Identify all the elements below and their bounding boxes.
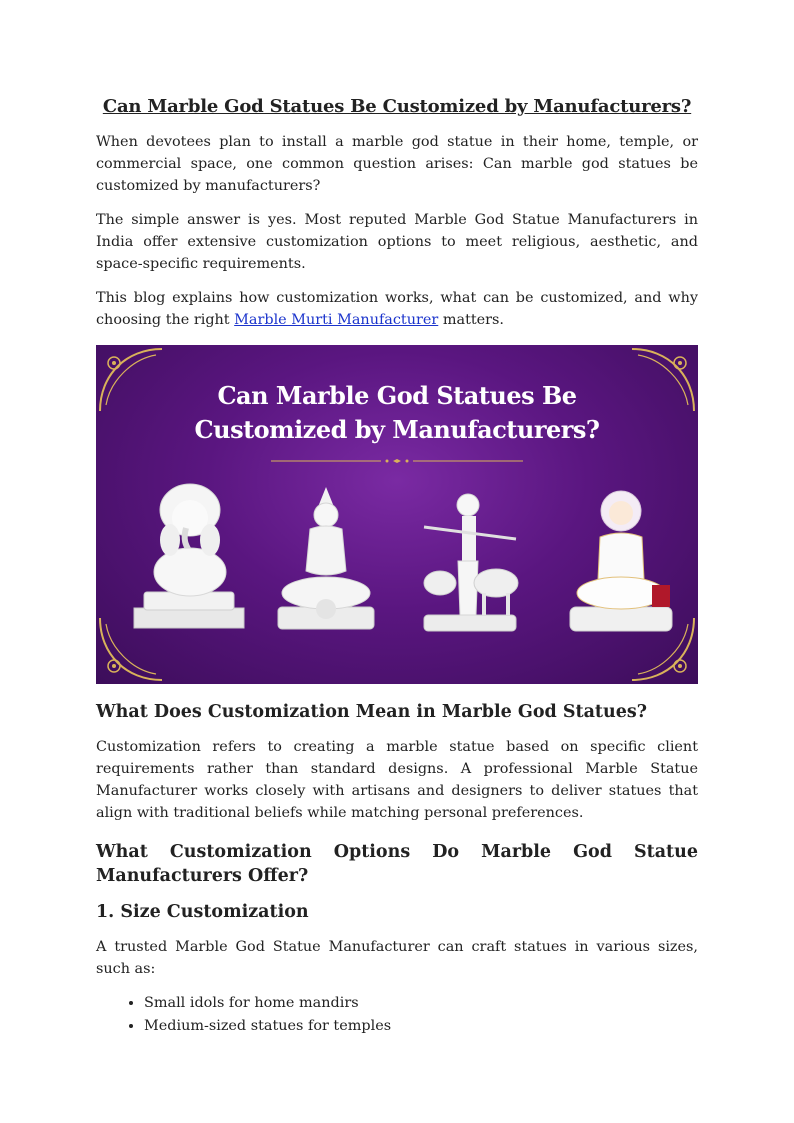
banner-title-line-1: Can Marble God Statues Be: [217, 381, 577, 410]
banner-divider-icon: [271, 459, 523, 463]
list-item: • Medium-sized statues for temples: [144, 1015, 698, 1038]
intro-paragraph-1: When devotees plan to install a marble god statue in their home, temple, or commercial space, one common question arises: Can marble god statues be customized by manufacturers?: [96, 134, 698, 194]
intro-paragraph-2: The simple answer is yes. Most reputed Marble God Statue Manufacturers in India offer extensive customization options to meet religious, aesthetic, and space-specific requirements.: [96, 212, 698, 272]
intro-paragraph-3: [96, 287, 698, 331]
hanuman-statue-icon: [566, 489, 676, 635]
document-page: [96, 96, 698, 1038]
section-heading-customization-meaning: What Does Customization Mean in Marble God Statues?: [96, 702, 647, 722]
section-paragraph-customization-meaning: Customization refers to creating a marble statue based on specific client requirements rather than standard designs. A professional Marble Statue Manufacturer works closely with artisans and designers to deliver statues that align with traditional beliefs while matching personal preferences.: [96, 739, 698, 821]
section-paragraph-size-customization: A trusted Marble God Statue Manufacturer can craft statues in various sizes, such as:: [96, 939, 698, 977]
ganesha-statue-icon: [130, 480, 248, 632]
banner-image: [96, 345, 698, 684]
krishna-statue-icon: [418, 483, 522, 635]
section-heading-size-customization: 1. Size Customization: [96, 902, 309, 922]
section-heading-customization-options: What Customization Options Do Marble God Statue Manufacturers Offer?: [96, 842, 698, 886]
intro-text-after-link: matters.: [438, 312, 504, 328]
page-title: Can Marble God Statues Be Customized by Manufacturers?: [102, 96, 692, 117]
intro-text-before-link: This blog explains how customization works, what can be customized, and why choosing the right: [96, 290, 698, 328]
banner-title-line-2: Customized by Manufacturers?: [194, 415, 600, 444]
marble-murti-manufacturer-link[interactable]: Marble Murti Manufacturer: [234, 312, 439, 328]
shiva-statue-icon: [272, 485, 380, 635]
size-options-list: [96, 992, 698, 1038]
list-item: • Small idols for home mandirs: [144, 992, 698, 1015]
